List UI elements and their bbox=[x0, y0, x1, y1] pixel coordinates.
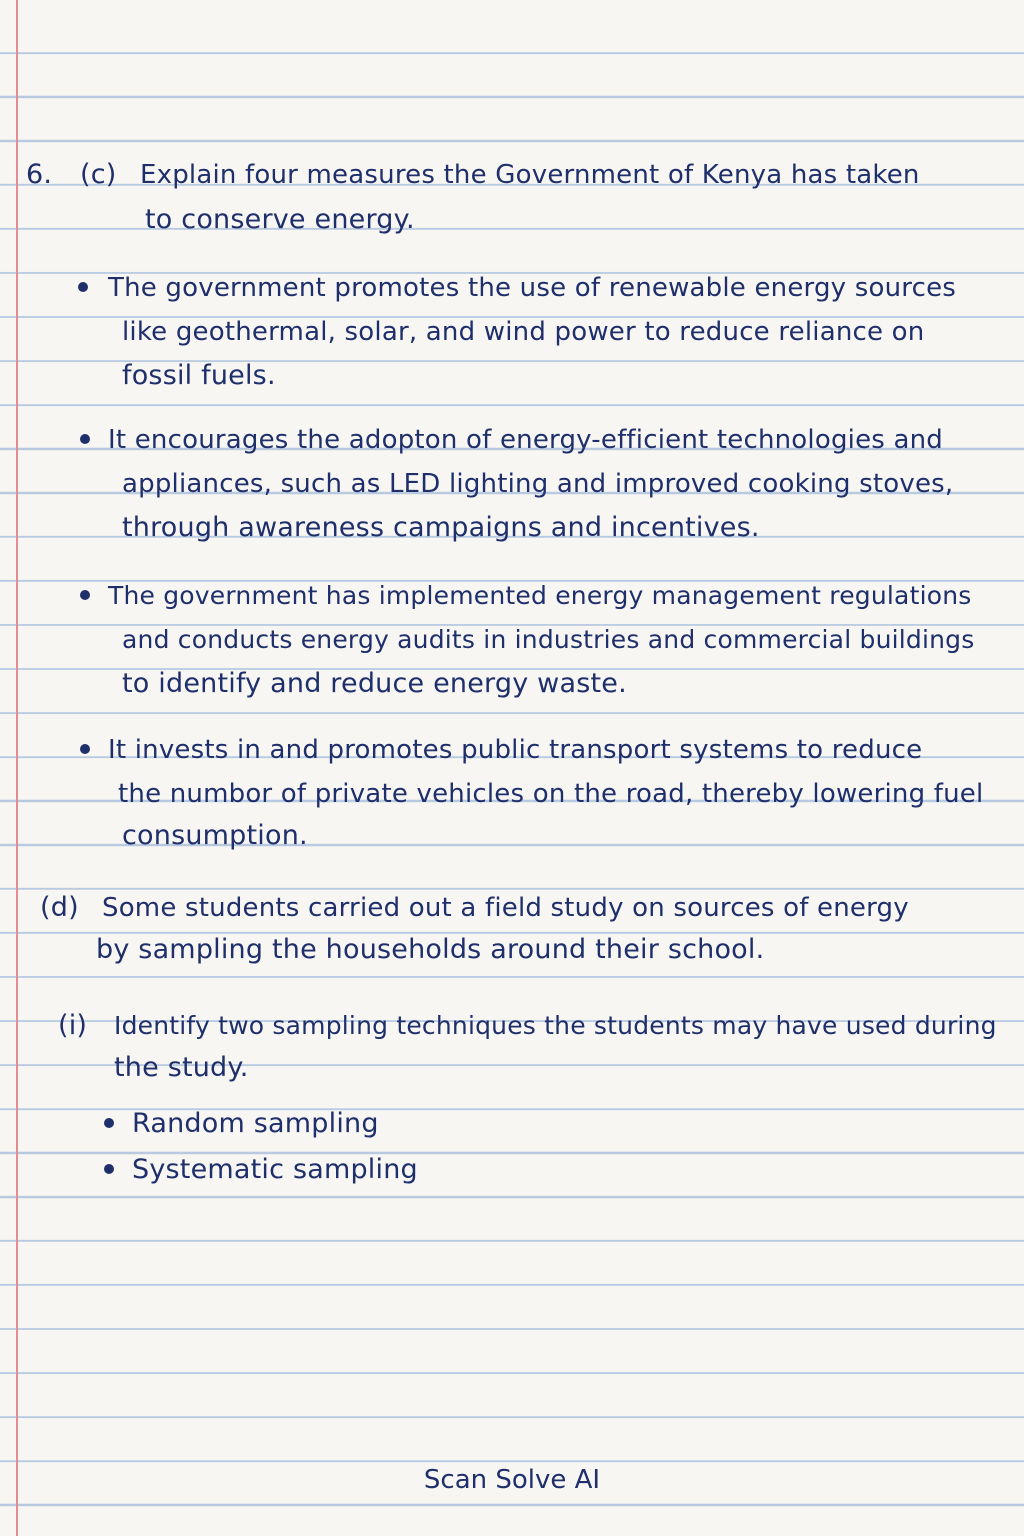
question-c-line-2: to conserve energy. bbox=[145, 204, 415, 235]
question-d-label: (d) bbox=[40, 892, 79, 923]
answer-c-2-line-2: appliances, such as LED lighting and improved cooking stoves, bbox=[122, 469, 954, 499]
footer-watermark: Scan Solve AI bbox=[423, 1465, 601, 1495]
question-d-line-1: Some students carried out a field study on sources of energy bbox=[102, 893, 909, 923]
bullet-icon bbox=[104, 1164, 114, 1174]
answer-c-1-line-3: fossil fuels. bbox=[122, 360, 276, 391]
bullet-icon bbox=[104, 1118, 114, 1128]
bullet-icon bbox=[80, 590, 90, 600]
answer-c-1-line-1: The government promotes the use of renewable energy sources bbox=[108, 273, 957, 303]
answer-c-2-line-3: through awareness campaigns and incentives. bbox=[122, 512, 760, 543]
bullet-icon bbox=[80, 434, 90, 444]
answer-c-2-line-1: It encourages the adopton of energy-efficient technologies and bbox=[108, 425, 943, 455]
bullet-icon bbox=[80, 744, 90, 754]
answer-c-4-line-1: It invests in and promotes public transport systems to reduce bbox=[108, 735, 923, 765]
answer-c-3-line-3: to identify and reduce energy waste. bbox=[122, 668, 627, 699]
answer-c-1-line-2: like geothermal, solar, and wind power to reduce reliance on bbox=[122, 317, 925, 347]
answer-c-3-line-1: The government has implemented energy management regulations bbox=[108, 581, 972, 610]
question-c-label: (c) bbox=[80, 159, 117, 190]
answer-c-4-line-3: consumption. bbox=[122, 820, 308, 851]
answer-c-3-line-2: and conducts energy audits in industries and commercial buildings bbox=[122, 625, 975, 654]
bullet-icon bbox=[78, 282, 88, 292]
question-d-i-line-2: the study. bbox=[114, 1052, 249, 1083]
question-number: 6. bbox=[26, 159, 53, 190]
question-c-line-1: Explain four measures the Government of Kenya has taken bbox=[140, 160, 920, 190]
answer-d-i-1: Random sampling bbox=[132, 1108, 379, 1139]
question-d-i-line-1: Identify two sampling techniques the students may have used during bbox=[114, 1011, 997, 1040]
question-d-line-2: by sampling the households around their school. bbox=[96, 934, 765, 965]
answer-c-4-line-2: the numbor of private vehicles on the road, thereby lowering fuel bbox=[118, 779, 984, 809]
question-d-i-label: (i) bbox=[58, 1010, 88, 1041]
answer-d-i-2: Systematic sampling bbox=[132, 1154, 418, 1185]
